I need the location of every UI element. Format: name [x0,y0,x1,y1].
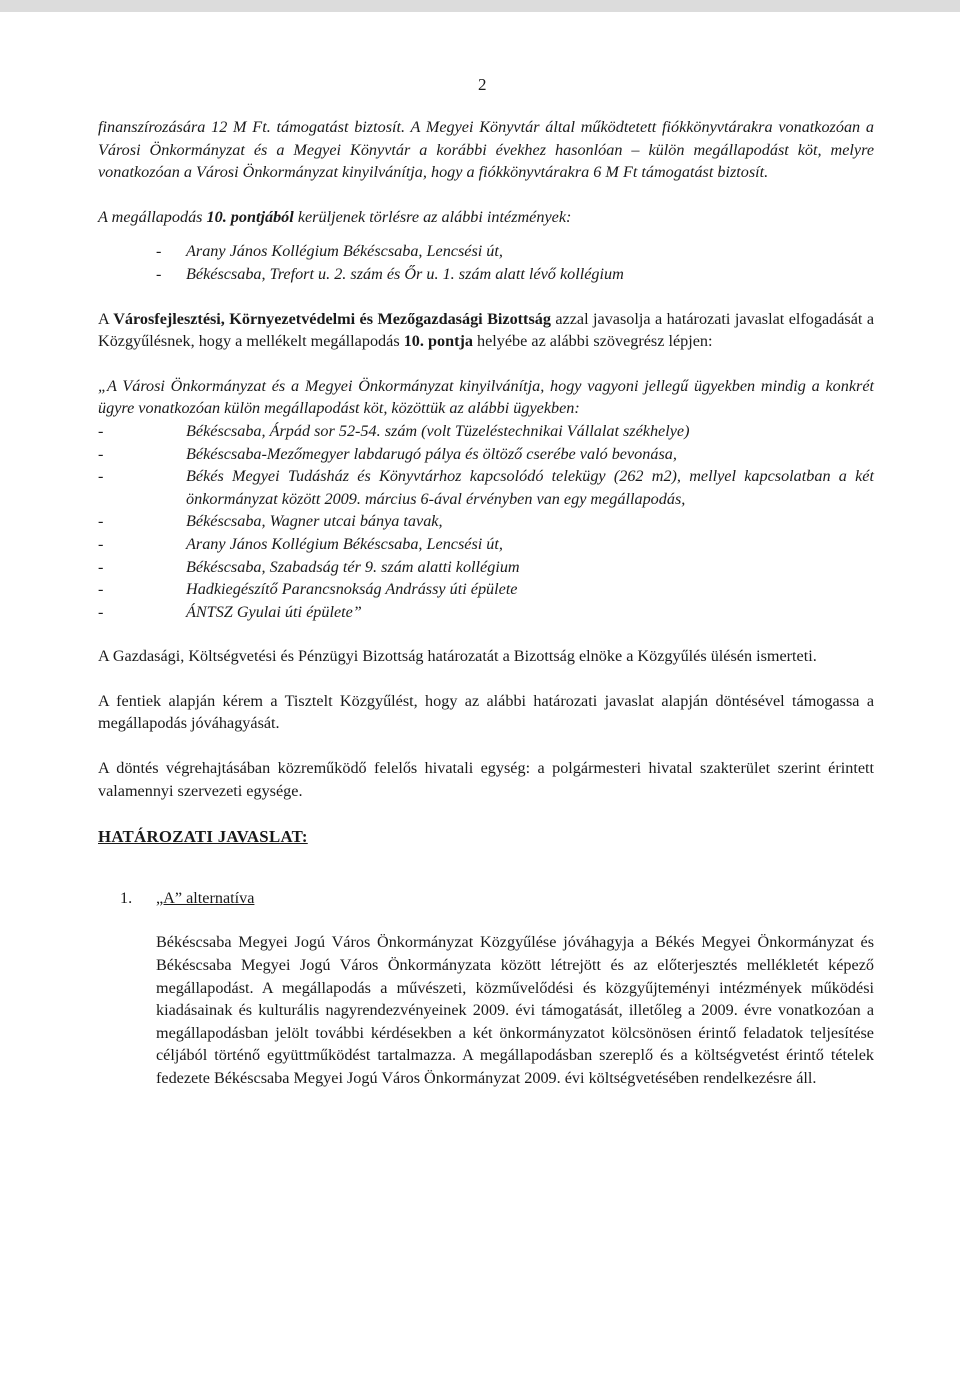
list-item: - Arany János Kollégium Békéscsaba, Lencsési út, [156,242,503,261]
committee-name: Városfejlesztési, Környezetvédelmi és Mezőgazdasági Bizottság [113,309,551,328]
intro-paragraph: finanszírozására 12 M Ft. támogatást biztosít. A Megyei Könyvtár által működtetett fiókkönyvtárakra vonatkozóan a Városi Önkormányzat és a Megyei Könyvtár a korábbi évekhez hasonlóan – külön megállapodást köt, melyre vonatkozóan a Városi Önkormányzat kinyilvánítja, hogy a fiókkönyvtárakra 6 M Ft támogatást biztosít. [98,118,874,182]
deletion-point: 10. pontjából [206,207,294,226]
request-paragraph: A fentiek alapján kérem a Tisztelt Közgyűlést, hogy az alábbi határozati javaslat alapján döntésével támogassa a megállapodás jóváhagyását. [98,691,874,733]
list-item: - Békéscsaba, Wagner utcai bánya tavak, [98,512,443,531]
list-item: - Békéscsaba-Mezőmegyer labdarugó pálya és öltöző cserébe való bevonása, [98,444,677,463]
page-number: 2 [478,75,487,94]
deletion-post: kerüljenek törlésre az alábbi intézmények: [293,207,572,226]
alternative-number: 1. [120,888,133,907]
list-item: - Békéscsaba, Szabadság tér 9. szám alatti kollégium [98,557,520,576]
list-item: - ÁNTSZ Gyulai úti épülete” [98,602,362,621]
alternative-body: Békéscsaba Megyei Jogú Város Önkormányzat Közgyűlése jóváhagyja a Békés Megyei Önkormányzat és Békéscsaba Megyei Jogú Város Önkormányzata között létrejött és az előterjesztés mellékletét képező megállapodást. A megállapodás a művészeti, közművelődési és közgyűjteményi intézmények működési kiadásainak és kulturális nagyrendezvényeinek 2009. évi támogatását, illetőleg a 2009. évre vonatkozóan a megállapodásban jelölt további kérdésekben a két önkormányzatot kölcsönösen érintő feladatok teljesítése céljából történő együttműködést tartalmazza. A megállapodásban szereplő és a költségvetést érintő tételek fedezete Békéscsaba Megyei Jogú Város Önkormányzat 2009. évi költségvetésében rendelkezésre áll. [156,933,874,1087]
list-item: - Arany János Kollégium Békéscsaba, Lencsési út, [98,534,503,553]
quote-list [98,420,874,623]
execution-paragraph: A döntés végrehajtásában közreműködő felelős hivatali egység: a polgármesteri hivatal szakterület szerint érintett valamennyi szervezeti egysége. [98,759,874,800]
deletion-list [98,240,874,285]
quote-intro: „A Városi Önkormányzat és a Megyei Önkormányzat kinyilvánítja, hogy vagyoni jellegű ügyekben mindig a konkrét ügyre vonatkozóan külön megállapodást köt, közöttük az alábbi ügyekben: [98,376,874,418]
committee-paragraph: A Városfejlesztési, Környezetvédelmi és Mezőgazdasági Bizottság azzal javasolja a határozati javaslat elfogadását a Közgyűlésnek, hogy a mellékelt megállapodás 10. pontja helyébe az alábbi szövegrész lépjen: [98,309,875,351]
alternative-title [98,887,874,910]
document-body [98,116,874,1090]
scan-top-border [0,0,960,12]
list-item: - Békéscsaba, Árpád sor 52-54. szám (volt Tüzeléstechnikai Vállalat székhelye) [98,421,690,440]
alternative-label: „A” alternatíva [156,888,255,907]
finance-paragraph: A Gazdasági, Költségvetési és Pénzügyi Bizottság határozatát a Bizottság elnöke a Közgyűlés ülésén ismerteti. [98,647,817,666]
committee-point: 10. pontja [403,332,473,351]
list-item: - Hadkiegészítő Parancsnokság Andrássy úti épülete [98,580,518,599]
list-item: - Békéscsaba, Trefort u. 2. szám és Őr u. 1. szám alatt lévő kollégium [156,264,624,283]
list-item: - Békés Megyei Tudásház és Könyvtárhoz kapcsolódó telekügy (262 m2), mellyel kapcsolatban a két önkormányzat között 2009. március 6-ával érvényben van egy megállapodás, [98,467,874,508]
deletion-pre: A megállapodás [98,207,207,226]
resolution-heading: HATÁROZATI JAVASLAT: [98,827,308,847]
deletion-paragraph [98,206,874,229]
